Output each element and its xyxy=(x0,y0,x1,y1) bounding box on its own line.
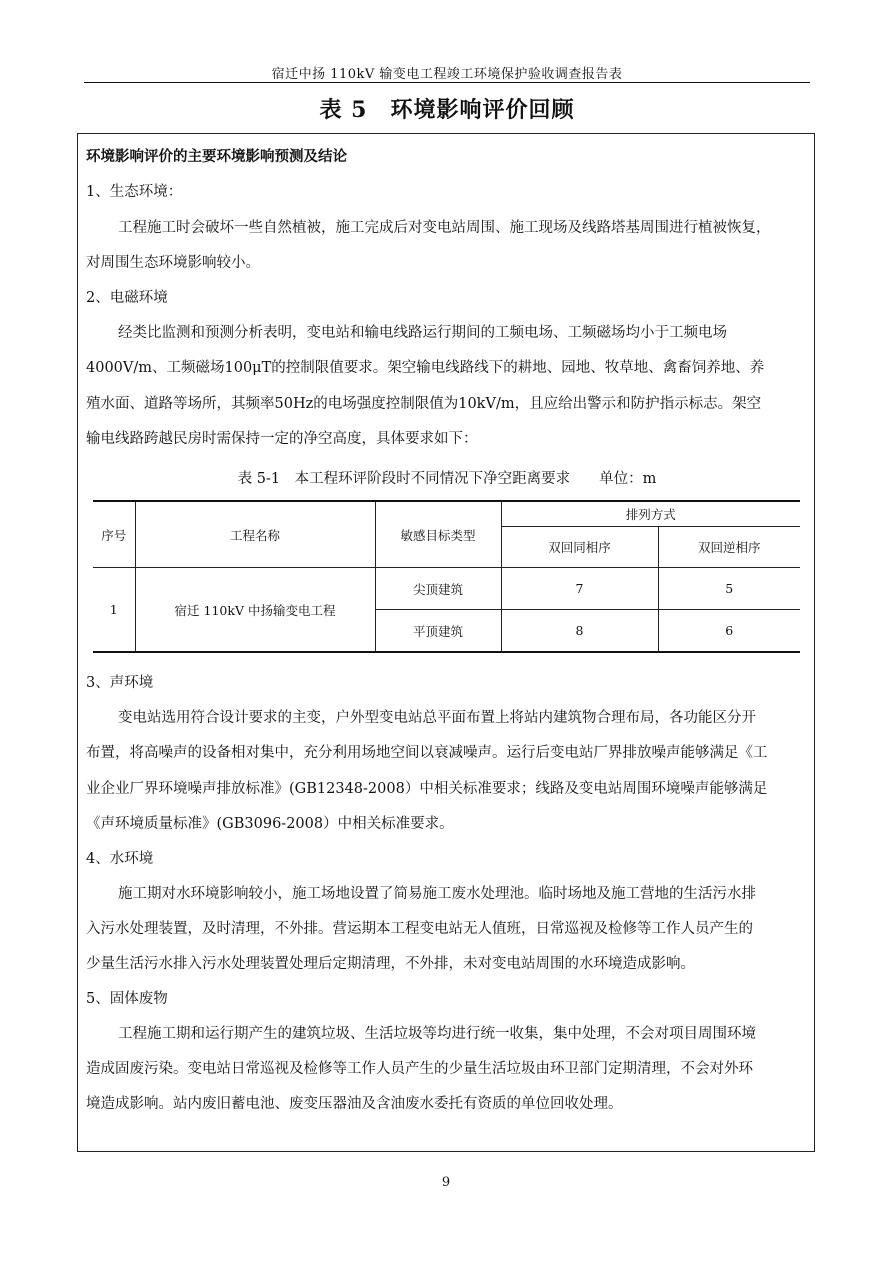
cell-target: 平顶建筑 xyxy=(375,610,501,653)
cell-same: 8 xyxy=(501,610,658,653)
header-target: 敏感目标类型 xyxy=(375,501,501,568)
section-5-line: 造成固废污染。变电站日常巡视及检修等工作人员产生的少量生活垃圾由环卫部门定期清理，不会对外环 xyxy=(86,1061,753,1077)
cell-seq: 1 xyxy=(93,568,135,653)
header-arrangement: 排列方式 xyxy=(501,501,800,527)
cell-reverse: 6 xyxy=(658,610,800,653)
section-4-line: 少量生活污水排入污水处理装置处理后定期清理，不外排，未对变电站周围的水环境造成影响。 xyxy=(86,956,695,972)
header-rule xyxy=(84,82,810,83)
box-heading: 环境影响评价的主要环境影响预测及结论 xyxy=(86,148,347,165)
cell-project: 宿迁 110kV 中扬输变电工程 xyxy=(135,568,375,653)
section-3-line: 业企业厂界环境噪声排放标准》(GB12348-2008）中相关标准要求；线路及变电站周围环境噪声能够满足 xyxy=(86,781,768,797)
clearance-table xyxy=(93,500,800,653)
header-project: 工程名称 xyxy=(135,501,375,568)
section-2-line: 输电线路跨越民房时需保持一定的净空高度，具体要求如下： xyxy=(86,431,478,447)
header-reverse-phase: 双回逆相序 xyxy=(658,527,800,568)
cell-same: 7 xyxy=(501,568,658,610)
section-4-heading: 4、水环境 xyxy=(86,851,154,867)
section-2-line: 殖水面、道路等场所，其频率50Hz的电场强度控制限值为10kV/m，且应给出警示和防护指示标志。架空 xyxy=(86,396,762,412)
cell-target: 尖顶建筑 xyxy=(375,568,501,610)
section-2-line: 经类比监测和预测分析表明，变电站和输电线路运行期间的工频电场、工频磁场均小于工频电场 xyxy=(118,325,727,341)
section-5-line: 工程施工期和运行期产生的建筑垃圾、生活垃圾等均进行统一收集，集中处理，不会对项目周围环境 xyxy=(118,1026,756,1042)
page-title: 表 5 环境影响评价回顾 xyxy=(319,97,575,123)
section-4-line: 施工期对水环境影响较小，施工场地设置了简易施工废水处理池。临时场地及施工营地的生活污水排 xyxy=(118,886,756,902)
section-3-line: 布置，将高噪声的设备相对集中，充分利用场地空间以衰减噪声。运行后变电站厂界排放噪声能够满足《工 xyxy=(86,745,768,761)
section-3-heading: 3、声环境 xyxy=(86,675,154,691)
section-5-line: 境造成影响。站内废旧蓄电池、废变压器油及含油废水委托有资质的单位回收处理。 xyxy=(86,1096,623,1112)
section-1-line: 工程施工时会破坏一些自然植被，施工完成后对变电站周围、施工现场及线路塔基周围进行植被恢复， xyxy=(118,220,771,236)
section-4-line: 入污水处理装置，及时清理，不外排。营运期本工程变电站无人值班，日常巡视及检修等工作人员产生的 xyxy=(86,921,753,937)
table-caption: 表 5-1 本工程环评阶段时不同情况下净空距离要求 单位：m xyxy=(237,471,657,487)
header-seq: 序号 xyxy=(93,501,135,568)
section-1-heading: 1、生态环境： xyxy=(86,184,183,200)
page-number: 9 xyxy=(441,1175,451,1190)
section-3-line: 《声环境质量标准》(GB3096-2008）中相关标准要求。 xyxy=(86,816,454,832)
section-3-line: 变电站选用符合设计要求的主变，户外型变电站总平面布置上将站内建筑物合理布局，各功能区分开 xyxy=(118,710,756,726)
section-1-line: 对周围生态环境影响较小。 xyxy=(86,255,260,271)
table-row xyxy=(93,568,800,610)
section-2-line: 4000V/m、工频磁场100μT的控制限值要求。架空输电线路线下的耕地、园地、牧草地、禽畜饲养地、养 xyxy=(86,360,765,376)
section-2-heading: 2、电磁环境 xyxy=(86,290,168,306)
header-same-phase: 双回同相序 xyxy=(501,527,658,568)
running-header: 宿迁中扬 110kV 输变电工程竣工环境保护验收调查报告表 xyxy=(271,67,623,82)
section-5-heading: 5、固体废物 xyxy=(86,991,168,1007)
cell-reverse: 5 xyxy=(658,568,800,610)
